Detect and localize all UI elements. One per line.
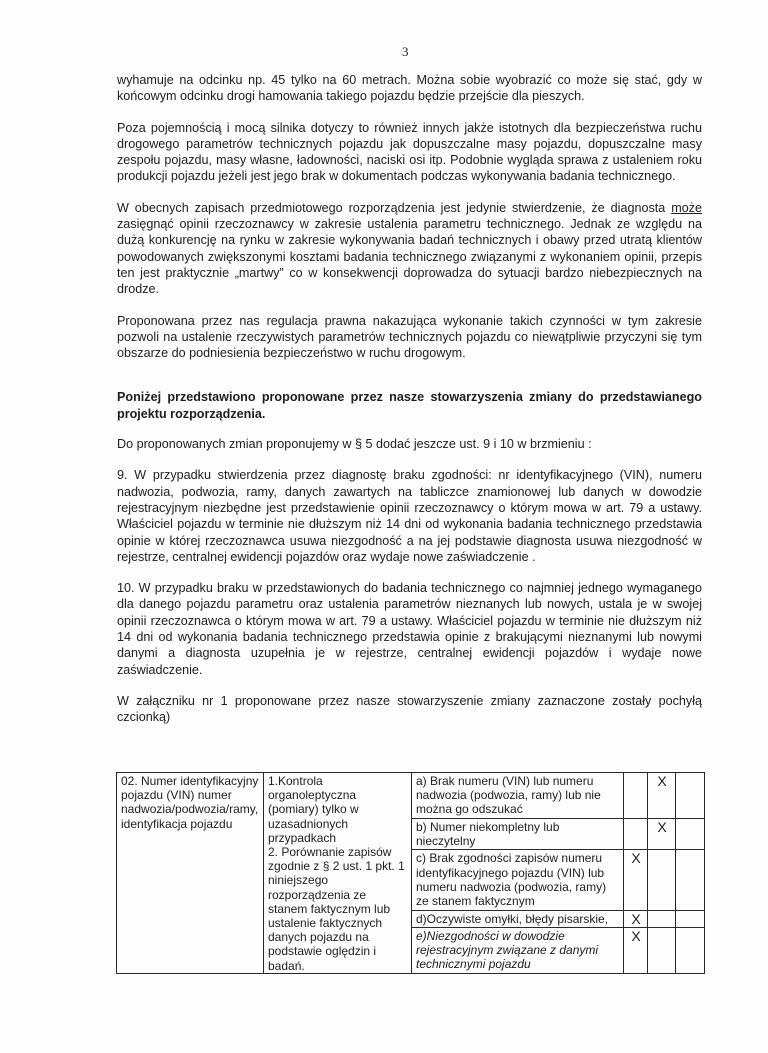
paragraph: Proponowana przez nas regulacja prawna nakazująca wykonanie takich czynności w tym zakresie pozwoli na ustalenie rzeczywistych parametrów technicznych pojazdu co niewątpliwie przyczyni się tym obszarze do podniesienia bezpieczeństwo w ruchu drogowym. xyxy=(117,313,702,361)
table-row xyxy=(117,773,705,819)
table-cell-defect: e)Niezgodności w dowodzie rejestracyjnym związane z danymi technicznymi pojazdu xyxy=(412,927,624,973)
paragraph: Do proponowanych zmian proponujemy w § 5 dodać jeszcze ust. 9 i 10 w brzmieniu : xyxy=(117,437,592,452)
table-cell-mark xyxy=(648,927,676,973)
page-number: 3 xyxy=(402,44,409,59)
table-cell-mark xyxy=(676,850,705,911)
table-cell-mark: X xyxy=(624,911,648,928)
table-cell-mark xyxy=(648,911,676,928)
paragraph: W załączniku nr 1 proponowane przez nasze stowarzyszenie zmiany zaznaczone zostały pochyłą czcionką) xyxy=(117,693,702,725)
table-cell-mark xyxy=(648,850,676,911)
table-cell-mark xyxy=(676,927,705,973)
table-cell-defect: c) Brak zgodności zapisów numeru identyfikacyjnego pojazdu (VIN) lub numeru nadwozia (podwozia, ramy) ze stanem faktycznym xyxy=(412,850,624,911)
paragraph-text: zasięgnąć opinii rzeczoznawcy w zakresie ustalenia parametru technicznego. Jednak ze względu na dużą konkurencję na rynku w zakresie wykonywania badań technicznych i obawy przed utratą klientów powodowanych zwiększonymi kosztami badania technicznego związanymi z wykonaniem opinii, przepis ten jest praktycznie „martwy” co w konsekwencji doprowadza do sytuacji bardzo niebezpiecznych na drodze. xyxy=(117,217,702,297)
method-text: 2. Porównanie zapisów zgodnie z § 2 ust. 1 pkt. 1 niniejszego rozporządzenia ze stanem faktycznym lub ustalenie faktycznych danych pojazdu na podstawie oględzin i badań. xyxy=(268,845,405,973)
table-cell-item: 02. Numer identyfikacyjny pojazdu (VIN) numer nadwozia/podwozia/ramy, identyfikacja pojazdu xyxy=(117,773,264,974)
paragraph: 9. W przypadku stwierdzenia przez diagnostę braku zgodności: nr identyfikacyjnego (VIN), numeru nadwozia, podwozia, ramy, danych zawartych na tabliczce znamionowej lub danych w dowodzie rejestracyjnym niezbędne jest przedstawienie opinii rzeczoznawcy o którym mowa w art. 79 a ustawy. Właściciel pojazdu w terminie nie dłuższym niż 14 dni od wykonania badania technicznego przedstawia opinie w której rzeczoznawca usuwa niezgodność a na jej podstawie diagnosta usuwa niezgodność w rejestrze, centralnej ewidencji pojazdów oraz wydaje nowe zaświadczenie . xyxy=(117,468,702,564)
table-cell-mark xyxy=(676,911,705,928)
table-cell-defect: a) Brak numeru (VIN) lub numeru nadwozia (podwozia, ramy) lub nie można go odszukać xyxy=(412,773,624,819)
vin-table xyxy=(116,772,705,974)
table-cell-mark: X xyxy=(624,850,648,911)
paragraph-text: W obecnych zapisach przedmiotowego rozporządzenia jest jedynie stwierdzenie, że diagnosta xyxy=(117,200,672,215)
paragraph: wyhamuje na odcinku np. 45 tylko na 60 metrach. Można sobie wyobrazić co może się stać, gdy w końcowym odcinku drogi hamowania takiego pojazdu będzie przejście dla pieszych. xyxy=(117,73,702,104)
table-cell-mark: X xyxy=(648,819,676,850)
table-cell-defect: d)Oczywiste omyłki, błędy pisarskie, xyxy=(412,911,624,928)
table-cell-defect: b) Numer niekompletny lub nieczytelny xyxy=(412,819,624,850)
section-heading: Poniżej przedstawiono proponowane przez nasze stowarzyszenia zmiany do przedstawianego projektu rozporządzenia. xyxy=(117,390,702,421)
paragraph xyxy=(117,200,702,298)
table-cell-mark: X xyxy=(648,773,676,819)
table-cell-mark xyxy=(676,819,705,850)
table-cell-mark: X xyxy=(624,927,648,973)
table-cell-mark xyxy=(624,819,648,850)
table-cell-mark xyxy=(676,773,705,819)
table-cell-mark xyxy=(624,773,648,819)
table-cell-method xyxy=(264,773,412,974)
document-body xyxy=(117,72,702,741)
paragraph: Poza pojemnością i mocą silnika dotyczy to również innych jakże istotnych dla bezpieczeństwa ruchu drogowego parametrów technicznych pojazdu jak dopuszczalne masy pojazdu, dopuszczalne masy zespołu pojazdu, masy własne, ładowności, naciski osi itp. Podobnie wygląda sprawa z ustaleniem roku produkcji pojazdu jeżeli jest jego brak w dokumentach podczas wykonywania badania technicznego. xyxy=(117,120,702,184)
paragraph: 10. W przypadku braku w przedstawionych do badania technicznego co najmniej jednego wymaganego dla danego pojazdu parametru oraz ustalenia parametrów nieznanych lub nowych, ustala je w swojej opinii rzeczoznawca o którym mowa w art. 79 a ustawy. Właściciel pojazdu w terminie nie dłuższym niż 14 dni od wykonania badania technicznego przedstawia opinie z brakującymi nieznanymi lub nowymi danymi a diagnosta uzupełnia je w rejestrze, centralnej ewidencji pojazdów i wydaje nowe zaświadczenie. xyxy=(117,581,702,677)
underlined-word: może xyxy=(671,200,702,215)
method-text: 1.Kontrola organoleptyczna (pomiary) tylko w uzasadnionych przypadkach xyxy=(268,774,359,845)
